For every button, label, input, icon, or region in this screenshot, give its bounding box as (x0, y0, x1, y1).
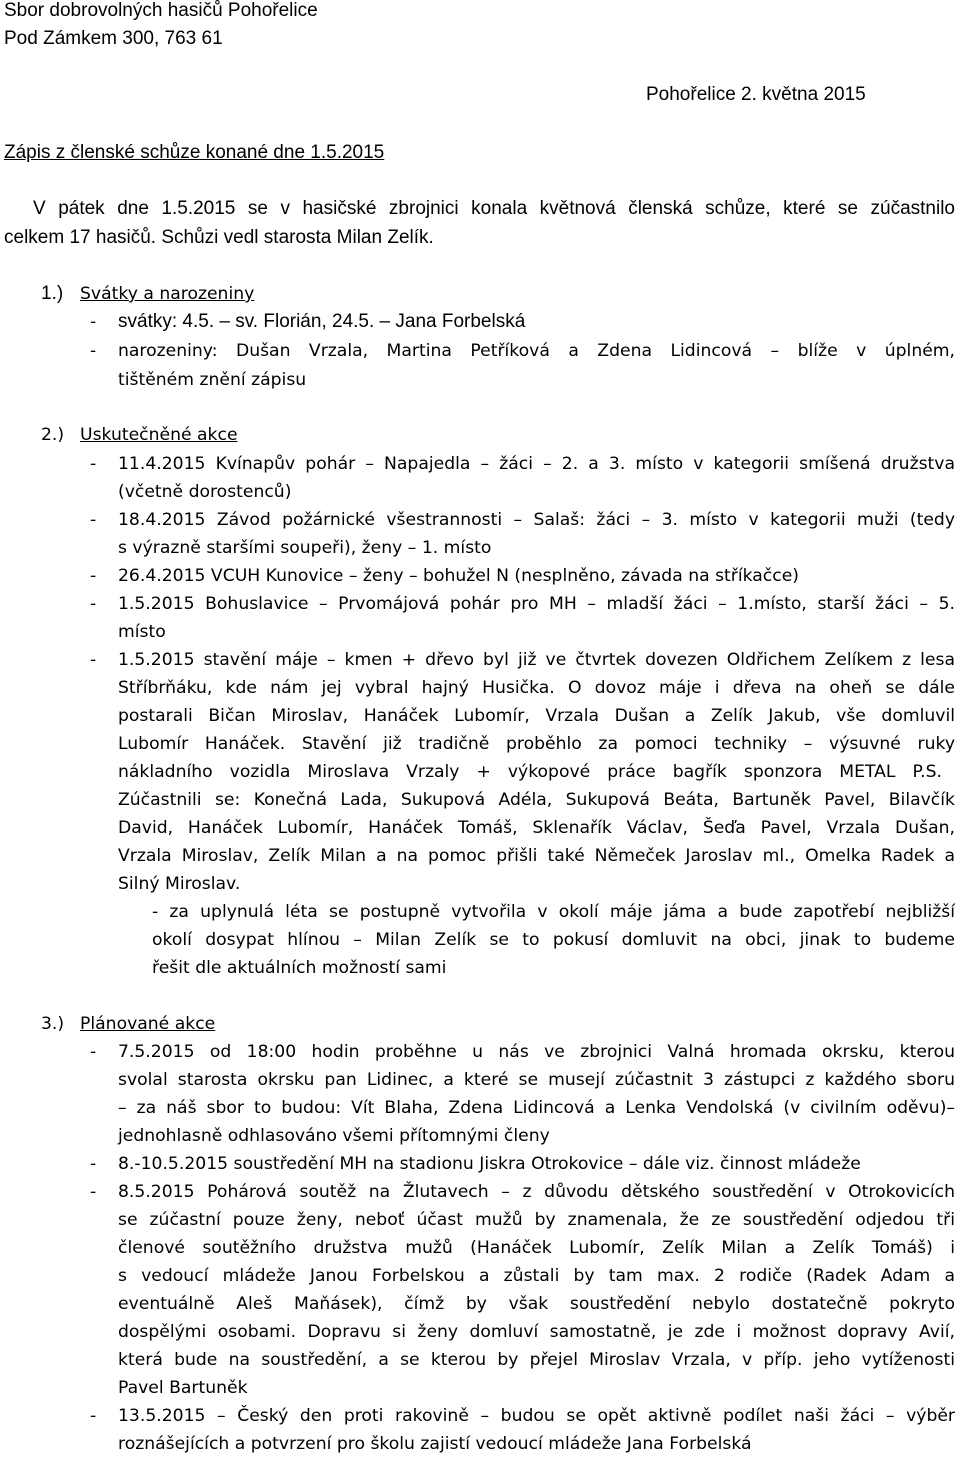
zlutava-line: dospělými osobami. Dopravu si ženy domluví samostatně, je zde i možnost dopravy Avií, (118, 1322, 955, 1342)
maje-line: Vrzala Miroslav, Zelík Milan a na pomoc přišli také Němeček Jaroslav ml., Omelka Radek a (118, 846, 955, 866)
maje-line: Stříbrňáku, kde nám jej vybral hajný Husička. O dovoz máje i dřeva na oheň se dále (118, 678, 955, 698)
section-3-heading: Plánované akce (80, 1014, 216, 1034)
bullet: - (90, 566, 97, 586)
maje-sub-line: řešit dle aktuálních možností sami (152, 958, 447, 978)
narozeniny-line: narozeniny: Dušan Vrzala, Martina Petříková a Zdena Lidincová – blíže v úplném, (118, 341, 955, 361)
maje-line: David, Hanáček Lubomír, Hanáček Tomáš, Sklenařík Václav, Šeďa Pavel, Vrzala Dušan, (118, 818, 955, 838)
bullet: - (90, 454, 97, 474)
section-1-heading: Svátky a narozeniny (80, 284, 255, 304)
narozeniny-line: tištěném znění zápisu (118, 370, 307, 390)
planovane-line: jednohlasně odhlasováno všemi přítomnými členy (118, 1126, 550, 1146)
document-title: Zápis z členské schůze konané dne 1.5.2015 (4, 142, 385, 163)
section-3-number: 3.) (41, 1014, 65, 1034)
bullet: - (90, 1042, 97, 1062)
akce-line: 1.5.2015 Bohuslavice – Prvomájová pohár pro MH – mladší žáci – 1.místo, starší žáci – 5. (118, 594, 955, 614)
rakovina-line: roznášejících a potvrzení pro školu zajistí vedoucí mládeže Jana Forbelská (118, 1434, 752, 1454)
akce-line: 26.4.2015 VCUH Kunovice – ženy – bohužel N (nesplněno, závada na stříkačce) (118, 566, 799, 586)
maje-sub-line: - za uplynulá léta se postupně vytvořila v okolí máje jáma a bude zapotřebí nejbližší (152, 902, 955, 922)
zlutava-line: se zúčastní pouze ženy, neboť účast mužů by znamenala, že ze soustředění odjedou tři (118, 1210, 955, 1230)
bullet: - (90, 312, 97, 332)
org-name: Sbor dobrovolných hasičů Pohořelice (4, 0, 318, 21)
place-date: Pohořelice 2. května 2015 (646, 84, 866, 105)
bullet: - (90, 1182, 97, 1202)
zlutava-line: členové soutěžního družstva mužů (Hanáček Lubomír, Zelík Milan a Zelík Tomáš) i (118, 1238, 955, 1258)
svatky-item: svátky: 4.5. – sv. Florián, 24.5. – Jana Forbelská (118, 311, 526, 332)
zlutava-line: která bude na soustředění, a se kterou by přejel Miroslav Vrzala, v příp. jeho vytíženosti (118, 1350, 955, 1370)
intro-line-1: V pátek dne 1.5.2015 se v hasičské zbrojnici konala květnová členská schůze, které se zúčastnilo (33, 198, 955, 219)
planovane-line: – za náš sbor to budou: Vít Blaha, Zdena Lidincová a Lenka Vendolská (v civilním oděvu)– (118, 1098, 955, 1118)
maje-line: Lubomír Hanáček. Stavění již tradičně proběhlo za pomoci techniky – výsuvné ruky (118, 734, 955, 754)
org-address: Pod Zámkem 300, 763 61 (4, 28, 223, 49)
akce-line: místo (118, 622, 166, 642)
section-2-heading: Uskutečněné akce (80, 425, 238, 445)
akce-line: (včetně dorostenců) (118, 482, 292, 502)
maje-line: 1.5.2015 stavění máje – kmen + dřevo byl již ve čtvrtek dovezen Oldřichem Zelíkem z lesa (118, 650, 955, 670)
zlutava-line: s vedoucí mládeže Janou Forbelskou a zůstali by tam max. 2 rodiče (Radek Adam a (118, 1266, 955, 1286)
section-2-number: 2.) (41, 425, 65, 445)
bullet: - (90, 1154, 97, 1174)
akce-line: s výrazně staršími soupeři), ženy – 1. místo (118, 538, 492, 558)
section-1-number: 1.) (41, 283, 64, 304)
intro-line-2: celkem 17 hasičů. Schůzi vedl starosta Milan Zelík. (4, 227, 434, 248)
zlutava-line: 8.5.2015 Pohárová soutěž na Žlutavech – z důvodu dětského soustředění v Otrokovicích (118, 1182, 955, 1202)
bullet: - (90, 1406, 97, 1426)
planovane-line: svolal starosta okrsku pan Lidinec, a které se musejí zúčastnit 3 zástupci z každého sboru (118, 1070, 955, 1090)
planovane-line: 8.-10.5.2015 soustředění MH na stadionu Jiskra Otrokovice – dále viz. činnost mládeže (118, 1154, 861, 1174)
rakovina-line: 13.5.2015 – Český den proti rakovině – budou se opět aktivně podílet naši žáci – výběr (118, 1406, 955, 1426)
akce-line: 18.4.2015 Závod požárnické všestrannosti – Salaš: žáci – 3. místo v kategorii muži (tedy (118, 510, 955, 530)
bullet: - (90, 594, 97, 614)
maje-sub-line: okolí dosypat hlínou – Milan Zelík se to pokusí domluvit na obci, jinak to budeme (152, 930, 955, 950)
maje-line: postarali Bičan Miroslav, Hanáček Lubomír, Vrzala Dušan a Zelík Jakub, vše domluvil (118, 706, 955, 726)
planovane-line: 7.5.2015 od 18:00 hodin proběhne u nás ve zbrojnici Valná hromada okrsku, kterou (118, 1042, 955, 1062)
zlutava-line: eventuálně Aleš Maňásek), čímž by však soustředění nebylo dostatečně pokryto (118, 1294, 955, 1314)
bullet: - (90, 650, 97, 670)
akce-line: 11.4.2015 Kvínapův pohár – Napajedla – žáci – 2. a 3. místo v kategorii smíšená družstva (118, 454, 955, 474)
bullet: - (90, 341, 97, 361)
maje-line: Zúčastnili se: Konečná Lada, Sukupová Adéla, Sukupová Beáta, Bartuněk Pavel, Bilavčík (118, 790, 955, 810)
maje-line: Silný Miroslav. (118, 874, 241, 894)
zlutava-line: Pavel Bartuněk (118, 1378, 248, 1398)
bullet: - (90, 510, 97, 530)
maje-line: nákladního vozidla Miroslava Vrzaly + výkopové práce bagřík sponzora METAL P.S. (118, 762, 942, 782)
